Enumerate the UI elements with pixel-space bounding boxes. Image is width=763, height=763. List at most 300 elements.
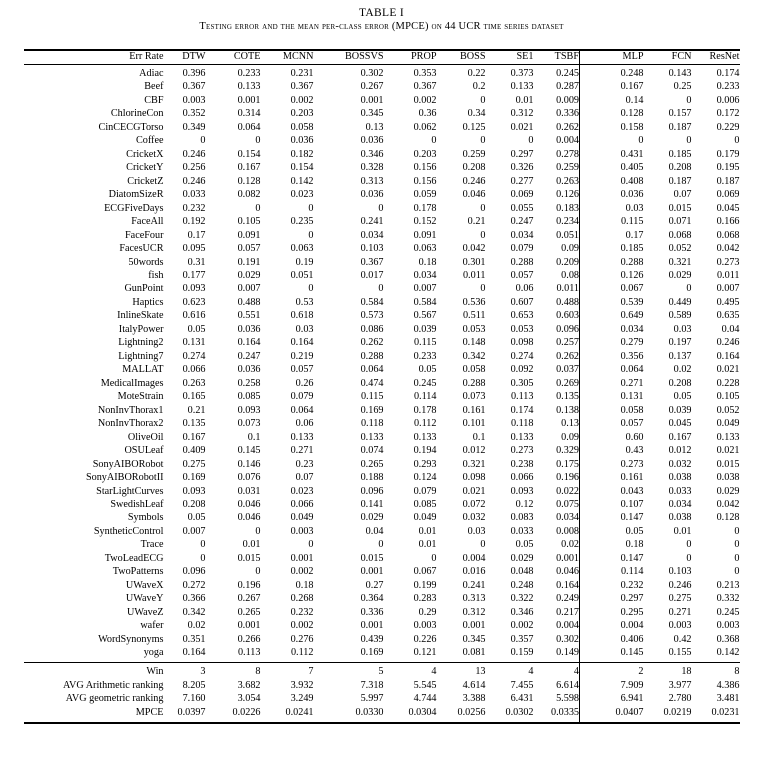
cell-bossvs: 0.086 — [360, 323, 384, 335]
cell-tsbf: 0.009 — [556, 94, 579, 106]
cell-cote: 0.0226 — [206, 706, 261, 723]
dataset-row — [24, 620, 740, 633]
cell-dtw: 0.396 — [182, 67, 206, 79]
cell-dtw: 0.066 — [182, 364, 206, 376]
dataset-row — [24, 404, 740, 417]
cell-prop: 0.034 — [413, 270, 437, 281]
cell-resnet: 0.133 — [716, 431, 740, 443]
cell-dtw: 0.093 — [182, 283, 206, 295]
cell-bossvs: 0.13 — [365, 121, 384, 133]
cell-prop: 0.049 — [413, 512, 437, 524]
cell-tsbf: 0.175 — [556, 458, 579, 470]
cell-se1: 0.653 — [510, 310, 534, 322]
cell-boss: 0.148 — [462, 337, 486, 349]
cell-dtw: 0.367 — [182, 81, 206, 93]
cell-resnet: 0.245 — [716, 606, 740, 618]
cell-dtw: 0.169 — [182, 472, 206, 484]
cell-tsbf: 0.336 — [556, 108, 579, 120]
cell-cote: 0 — [255, 566, 261, 578]
cell-boss: 0.101 — [462, 418, 486, 430]
cell-fcn: 0.01 — [673, 525, 692, 537]
cell-mcnn: 0.06 — [295, 418, 314, 430]
cell-boss: 0.321 — [462, 458, 486, 470]
cell-dtw: 7.160 — [182, 693, 206, 705]
dataset-row — [24, 418, 740, 431]
cell-resnet: 0.495 — [716, 296, 740, 308]
cell-mlp: 0.649 — [580, 310, 644, 323]
cell-prop: 0.567 — [413, 310, 437, 322]
cell-se1: 0.01 — [515, 94, 534, 106]
row-label: fish — [148, 270, 164, 281]
cell-mlp: 0.232 — [580, 579, 644, 592]
cell-resnet: 0.179 — [716, 148, 740, 160]
cell-se1: 0.055 — [510, 202, 534, 214]
cell-dtw: 0.177 — [182, 270, 206, 281]
cell-boss: 0.1 — [472, 431, 486, 443]
cell-bossvs: 0.017 — [360, 270, 384, 281]
cell-cote: 0.085 — [237, 391, 261, 403]
cell-dtw: 0.349 — [182, 121, 206, 133]
cell-tsbf: 0.149 — [556, 647, 579, 659]
cell-prop: 0.121 — [413, 647, 437, 659]
cell-se1: 0.092 — [510, 364, 534, 376]
cell-dtw: 0.275 — [182, 458, 206, 470]
cell-bossvs: 0.313 — [360, 175, 384, 187]
cell-mcnn: 0.235 — [290, 216, 314, 228]
cell-tsbf: 0.0335 — [534, 706, 580, 723]
cell-dtw: 0.135 — [182, 418, 206, 430]
cell-se1: 0.069 — [510, 189, 534, 201]
cell-se1: 0.274 — [510, 350, 534, 362]
dataset-row — [24, 256, 740, 269]
cell-se1: 0.297 — [510, 148, 534, 160]
cell-dtw: 0.095 — [182, 243, 206, 255]
cell-cote: 0.154 — [237, 148, 261, 160]
cell-dtw: 0.02 — [187, 620, 206, 632]
cell-mlp: 0.167 — [580, 81, 644, 94]
cell-tsbf: 0.217 — [556, 606, 579, 618]
cell-dtw: 0.131 — [182, 337, 206, 349]
row-label: ChlorineCon — [110, 108, 164, 120]
cell-boss: 0.313 — [462, 593, 486, 605]
row-label: CBF — [144, 94, 164, 106]
cell-bossvs: 0.034 — [360, 229, 384, 241]
cell-mcnn: 0.002 — [290, 566, 314, 578]
cell-boss: 0.072 — [462, 498, 486, 510]
row-label: AVG geometric ranking — [65, 693, 164, 705]
cell-tsbf: 0.263 — [556, 175, 579, 187]
cell-fcn: 2.780 — [668, 693, 692, 705]
cell-dtw: 0.352 — [182, 108, 206, 120]
cell-se1: 0.373 — [510, 67, 534, 79]
cell-fcn: 0.25 — [673, 81, 692, 93]
cell-boss: 0.0256 — [437, 706, 486, 723]
cell-mlp: 0.158 — [580, 121, 644, 134]
cell-dtw: 0.256 — [182, 162, 206, 174]
cell-boss: 0.046 — [462, 189, 486, 201]
cell-fcn: 0.197 — [668, 337, 692, 349]
cell-se1: 0.079 — [510, 243, 534, 255]
cell-cote: 0.233 — [237, 67, 261, 79]
row-label: CricketX — [126, 148, 164, 160]
cell-fcn: 0.42 — [673, 633, 692, 645]
cell-se1: 0.098 — [510, 337, 534, 349]
cell-fcn: 0.0219 — [644, 706, 692, 723]
cell-se1: 0 — [528, 135, 534, 147]
cell-bossvs: 0.103 — [360, 243, 384, 255]
dataset-row — [24, 606, 740, 619]
cell-cote: 0.064 — [237, 121, 261, 133]
dataset-row — [24, 229, 740, 242]
cell-prop: 0.584 — [413, 296, 437, 308]
cell-bossvs: 0 — [378, 283, 384, 295]
cell-mlp: 2 — [580, 663, 644, 680]
cell-fcn: 0.208 — [668, 162, 692, 174]
cell-cote: 0.076 — [237, 472, 261, 484]
cell-boss: 0 — [480, 94, 486, 106]
row-label: FaceAll — [131, 216, 164, 228]
cell-bossvs: 0.096 — [360, 485, 384, 497]
cell-cote: 0.001 — [237, 620, 261, 632]
dataset-row — [24, 135, 740, 148]
cell-resnet: 0.332 — [716, 593, 740, 605]
cell-dtw: 0.351 — [182, 633, 206, 645]
cell-se1: 0.288 — [510, 256, 534, 268]
cell-prop: 0.245 — [413, 377, 437, 389]
dataset-row — [24, 350, 740, 363]
cell-prop: 0.133 — [413, 431, 437, 443]
cell-prop: 0.353 — [413, 67, 437, 79]
cell-mlp: 0.539 — [580, 297, 644, 310]
cell-tsbf: 0.183 — [556, 202, 579, 214]
cell-dtw: 0.272 — [182, 579, 206, 591]
cell-cote: 0.091 — [237, 229, 261, 241]
cell-cote: 0.265 — [237, 606, 261, 618]
cell-mlp: 0.036 — [580, 189, 644, 202]
cell-mcnn: 0.26 — [295, 377, 314, 389]
cell-prop: 0.203 — [413, 148, 437, 160]
cell-fcn: 0.045 — [668, 418, 692, 430]
cell-tsbf: 0.135 — [556, 391, 579, 403]
cell-mlp: 0.115 — [580, 216, 644, 229]
cell-mcnn: 0.271 — [290, 445, 314, 457]
cell-dtw: 0.232 — [182, 202, 206, 214]
cell-tsbf: 0.001 — [556, 552, 579, 564]
cell-dtw: 0.0397 — [164, 706, 206, 723]
cell-resnet: 0.021 — [716, 445, 740, 457]
cell-mlp: 0.126 — [580, 270, 644, 283]
dataset-row — [24, 539, 740, 552]
cell-cote: 0.007 — [237, 283, 261, 295]
row-label: Adiac — [139, 67, 164, 79]
cell-mlp: 0.147 — [580, 552, 644, 565]
cell-boss: 0.001 — [462, 620, 486, 632]
cell-prop: 0.01 — [418, 525, 437, 537]
cell-cote: 0.1 — [247, 431, 261, 443]
cell-resnet: 0.213 — [716, 579, 740, 591]
cell-bossvs: 0 — [378, 539, 384, 551]
dataset-row — [24, 377, 740, 390]
cell-boss: 0.012 — [462, 445, 486, 457]
row-label: Win — [24, 663, 164, 680]
cell-boss: 0.345 — [462, 633, 486, 645]
row-label: AVG Arithmetic ranking — [62, 679, 164, 691]
cell-tsbf: 0.262 — [556, 350, 579, 362]
cell-cote: 0.488 — [237, 296, 261, 308]
cell-mcnn: 0 — [308, 229, 314, 241]
cell-boss: 0.34 — [467, 108, 486, 120]
cell-se1: 0.048 — [510, 566, 534, 578]
cell-tsbf: 0.075 — [556, 498, 579, 510]
cell-bossvs: 0.015 — [360, 552, 384, 564]
summary-row — [24, 679, 740, 692]
cell-tsbf: 6.614 — [556, 679, 579, 691]
cell-resnet: 0.228 — [716, 377, 740, 389]
cell-mcnn: 0.18 — [295, 579, 314, 591]
cell-prop: 0.039 — [413, 323, 437, 335]
cell-se1: 6.431 — [510, 693, 534, 705]
cell-prop: 0.293 — [413, 458, 437, 470]
cell-tsbf: 0.034 — [556, 512, 579, 524]
column-header-cote: COTE — [233, 51, 261, 63]
cell-fcn: 0.321 — [668, 256, 692, 268]
cell-fcn: 0.068 — [668, 229, 692, 241]
dataset-row — [24, 323, 740, 336]
cell-dtw: 0.342 — [182, 606, 206, 618]
cell-tsbf: 0.096 — [556, 323, 579, 335]
cell-boss: 0.246 — [462, 175, 486, 187]
cell-cote: 0.031 — [237, 485, 261, 497]
cell-dtw: 0.208 — [182, 498, 206, 510]
row-label: 50words — [128, 256, 164, 268]
cell-bossvs: 0.265 — [360, 458, 384, 470]
cell-resnet: 0.105 — [716, 391, 740, 403]
cell-mcnn: 0.154 — [290, 162, 314, 174]
cell-prop: 0.36 — [418, 108, 437, 120]
cell-prop: 0.29 — [418, 606, 437, 618]
cell-bossvs: 0.169 — [360, 647, 384, 659]
row-label: NonInvThorax2 — [97, 418, 164, 430]
cell-boss: 0.058 — [462, 364, 486, 376]
dataset-row — [24, 593, 740, 606]
cell-fcn: 0.155 — [668, 647, 692, 659]
cell-prop: 0.367 — [413, 81, 437, 93]
cell-bossvs: 0.364 — [360, 593, 384, 605]
dataset-row — [24, 243, 740, 256]
cell-fcn: 0.032 — [668, 458, 692, 470]
dataset-row — [24, 162, 740, 175]
cell-resnet: 0.049 — [716, 418, 740, 430]
cell-bossvs: 0.133 — [360, 431, 384, 443]
cell-fcn: 0.103 — [668, 566, 692, 578]
cell-mlp: 0.147 — [580, 512, 644, 525]
cell-boss: 0 — [480, 202, 486, 214]
cell-se1: 0.322 — [510, 593, 534, 605]
cell-tsbf: 0.257 — [556, 337, 579, 349]
cell-resnet: 4.386 — [716, 679, 740, 691]
column-header-mlp: MLP — [580, 50, 644, 65]
cell-bossvs: 0.474 — [360, 377, 384, 389]
cell-mcnn: 0.53 — [295, 296, 314, 308]
cell-fcn: 0.003 — [668, 620, 692, 632]
cell-tsbf: 0.603 — [556, 310, 579, 322]
cell-boss: 0 — [480, 135, 486, 147]
column-header-boss: BOSS — [460, 51, 486, 63]
cell-tsbf: 0.126 — [556, 189, 579, 201]
cell-bossvs: 0.302 — [360, 67, 384, 79]
cell-mcnn: 0.002 — [290, 620, 314, 632]
cell-dtw: 8.205 — [182, 679, 206, 691]
cell-se1: 0.118 — [510, 418, 534, 430]
cell-prop: 4 — [384, 663, 437, 680]
cell-dtw: 0.31 — [187, 256, 206, 268]
cell-se1: 0.12 — [515, 498, 534, 510]
cell-mcnn: 0.232 — [290, 606, 314, 618]
cell-bossvs: 0.115 — [360, 391, 384, 403]
cell-resnet: 0.045 — [716, 202, 740, 214]
cell-se1: 0.607 — [510, 296, 534, 308]
cell-boss: 0.2 — [472, 81, 486, 93]
dataset-row — [24, 337, 740, 350]
cell-resnet: 0 — [734, 135, 740, 147]
cell-fcn: 0.167 — [668, 431, 692, 443]
cell-prop: 0.0304 — [384, 706, 437, 723]
cell-bossvs: 0.036 — [360, 189, 384, 201]
cell-dtw: 0.05 — [187, 512, 206, 524]
cell-resnet: 0.187 — [716, 175, 740, 187]
row-label: StarLightCurves — [96, 485, 164, 497]
cell-mcnn: 0.112 — [290, 647, 314, 659]
cell-dtw: 0.007 — [182, 525, 206, 537]
cell-se1: 0.053 — [510, 323, 534, 335]
cell-prop: 0.156 — [413, 162, 437, 174]
cell-tsbf: 0.008 — [556, 525, 579, 537]
cell-tsbf: 0.051 — [556, 229, 579, 241]
cell-resnet: 0.195 — [716, 162, 740, 174]
cell-prop: 0.112 — [413, 418, 437, 430]
cell-mlp: 0.279 — [580, 337, 644, 350]
cell-cote: 0.164 — [237, 337, 261, 349]
row-label: Lightning7 — [118, 350, 164, 362]
cell-cote: 0.082 — [237, 189, 261, 201]
cell-tsbf: 0.138 — [556, 404, 579, 416]
dataset-row — [24, 297, 740, 310]
cell-resnet: 0 — [734, 525, 740, 537]
cell-dtw: 0.033 — [182, 189, 206, 201]
dataset-row — [24, 445, 740, 458]
cell-resnet: 0.0231 — [692, 706, 740, 723]
column-header-fcn: FCN — [671, 51, 692, 63]
row-label: TwoPatterns — [112, 566, 164, 578]
cell-bossvs: 0.118 — [360, 418, 384, 430]
cell-resnet: 0.229 — [716, 121, 740, 133]
cell-dtw: 3 — [164, 663, 206, 680]
cell-fcn: 0.05 — [673, 391, 692, 403]
cell-tsbf: 5.598 — [556, 693, 579, 705]
cell-resnet: 0.04 — [721, 323, 740, 335]
cell-prop: 0.091 — [413, 229, 437, 241]
cell-boss: 0.125 — [462, 121, 486, 133]
cell-se1: 0.357 — [510, 633, 534, 645]
cell-mlp: 0.43 — [580, 445, 644, 458]
cell-fcn: 18 — [644, 663, 692, 680]
cell-fcn: 0.157 — [668, 108, 692, 120]
cell-resnet: 0.042 — [716, 243, 740, 255]
cell-mlp: 0.288 — [580, 256, 644, 269]
cell-bossvs: 0.001 — [360, 566, 384, 578]
cell-boss: 0.161 — [462, 404, 486, 416]
cell-cote: 0.258 — [237, 377, 261, 389]
cell-boss: 0.241 — [462, 579, 486, 591]
cell-fcn: 0.271 — [668, 606, 692, 618]
cell-se1: 0.277 — [510, 175, 534, 187]
cell-mcnn: 0.07 — [295, 472, 314, 484]
cell-prop: 0.178 — [413, 404, 437, 416]
cell-fcn: 0.208 — [668, 377, 692, 389]
cell-prop: 4.744 — [413, 693, 437, 705]
cell-fcn: 0.143 — [668, 67, 692, 79]
cell-fcn: 0.029 — [668, 270, 692, 281]
cell-cote: 0.093 — [237, 404, 261, 416]
cell-resnet: 0.635 — [716, 310, 740, 322]
cell-boss: 0.259 — [462, 148, 486, 160]
row-label: WordSynonyms — [98, 633, 164, 645]
cell-fcn: 0.185 — [668, 148, 692, 160]
cell-mcnn: 0.049 — [290, 512, 314, 524]
row-label: DiatomSizeR — [108, 189, 164, 201]
cell-resnet: 0.021 — [716, 364, 740, 376]
cell-mcnn: 0.023 — [290, 189, 314, 201]
cell-mlp: 0.185 — [580, 243, 644, 256]
cell-mlp: 0.18 — [580, 539, 644, 552]
cell-cote: 0.551 — [237, 310, 261, 322]
cell-tsbf: 0.278 — [556, 148, 579, 160]
cell-prop: 0.233 — [413, 350, 437, 362]
dataset-row — [24, 121, 740, 134]
cell-mcnn: 3.249 — [290, 693, 314, 705]
dataset-row — [24, 633, 740, 646]
cell-tsbf: 0.302 — [556, 633, 579, 645]
dataset-row — [24, 202, 740, 215]
cell-fcn: 0.137 — [668, 350, 692, 362]
dataset-row — [24, 189, 740, 202]
dataset-row — [24, 216, 740, 229]
dataset-row — [24, 310, 740, 323]
cell-cote: 0.073 — [237, 418, 261, 430]
cell-mcnn: 0.051 — [290, 270, 314, 281]
cell-cote: 0.001 — [237, 94, 261, 106]
row-label: wafer — [140, 620, 164, 632]
cell-resnet: 0.011 — [716, 270, 740, 281]
dataset-row — [24, 458, 740, 471]
cell-mcnn: 0.002 — [290, 94, 314, 106]
cell-mlp: 0.17 — [580, 229, 644, 242]
cell-mlp: 0.273 — [580, 458, 644, 471]
cell-cote: 0.036 — [237, 364, 261, 376]
cell-mlp: 0.248 — [580, 65, 644, 81]
cell-cote: 0.029 — [237, 270, 261, 281]
cell-se1: 0.0302 — [486, 706, 534, 723]
cell-mlp: 0.0407 — [580, 706, 644, 723]
cell-fcn: 0.034 — [668, 498, 692, 510]
cell-boss: 0.22 — [467, 67, 486, 79]
dataset-row — [24, 81, 740, 94]
column-header-mcnn: MCNN — [282, 51, 314, 63]
cell-se1: 4 — [486, 663, 534, 680]
cell-resnet: 0 — [734, 566, 740, 578]
dataset-row — [24, 175, 740, 188]
cell-dtw: 0.274 — [182, 350, 206, 362]
